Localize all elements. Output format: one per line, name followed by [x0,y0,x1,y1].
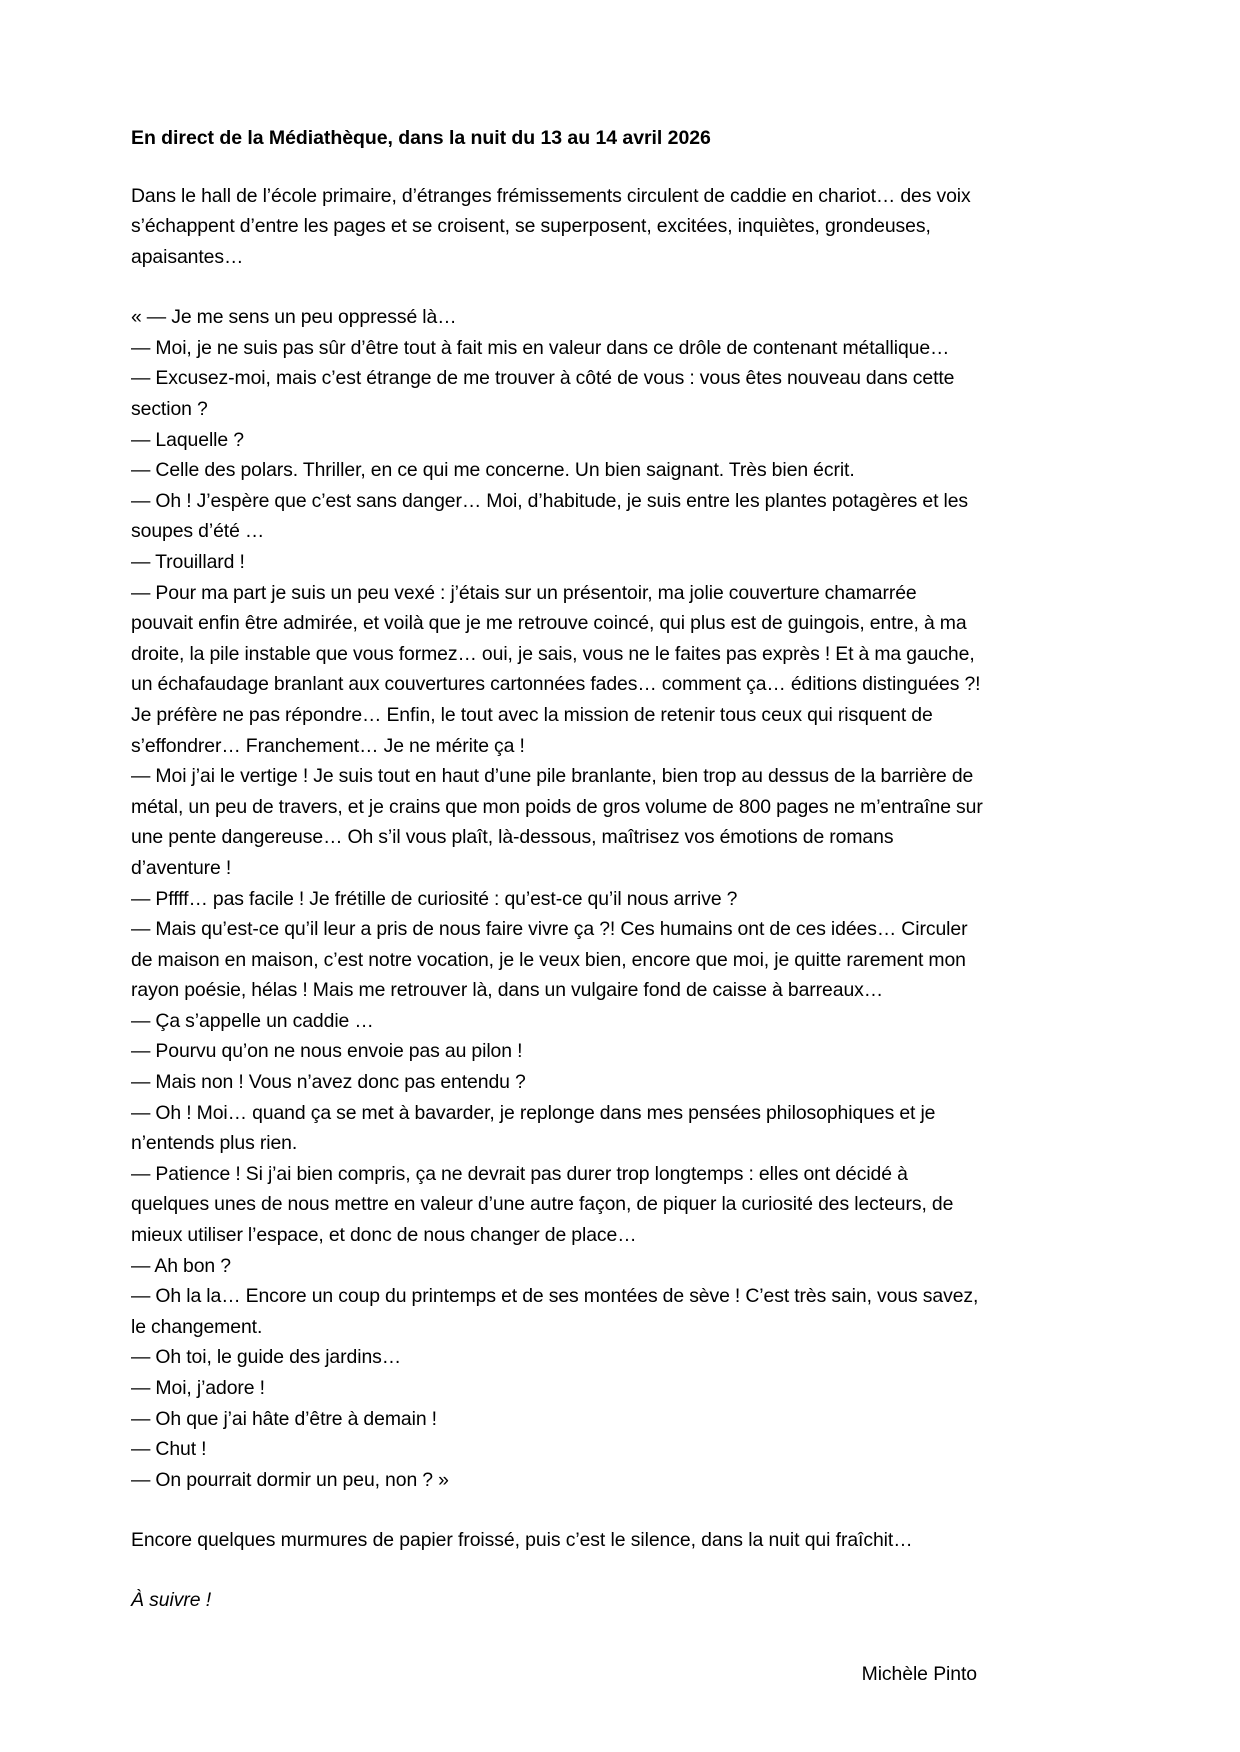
dialogue-line: — Oh ! Moi… quand ça se met à bavarder, je replonge dans mes pensées philosophiques et je n’entends plus rien. [131,1101,936,1155]
to-be-continued-note: À suivre ! [131,1588,212,1611]
paragraph-spacer-1 [131,272,983,302]
dialogue-line: — Oh la la… Encore un coup du printemps et de ses montées de sève ! C’est très sain, vous savez, le changement. [131,1285,979,1338]
dialogue-line: — Moi, j’adore ! [131,1377,265,1400]
dialogue-line: — Pffff… pas facile ! Je frétille de curiosité : qu’est-ce qu’il nous arrive ? [131,887,738,910]
dialogue-line: — Pour ma part je suis un peu vexé : j’étais sur un présentoir, ma jolie couverture chamarrée pouvait enfin être admirée, et voilà que je me retrouve coincé, qui plus est de guingois, entre, à ma droite, la pile instable que vous formez… oui, je sais, vous ne le faites pas exprès ! Et à ma gauche, un échafaudage branlant aux couvertures cartonnées fades… comment ça… éditions distinguées ?! Je préfère ne pas répondre… Enfin, le tout avec la mission de retenir tous ceux qui risquent de s’effondrer… Franchement… Je ne mérite ça ! [131,581,981,757]
dialogue-line: — Moi j’ai le vertige ! Je suis tout en haut d’une pile branlante, bien trop au dessus de la barrière de métal, un peu de travers, et je crains que mon poids de gros volume de 800 pages ne m’entraîne sur une pente dangereuse… Oh s’il vous plaît, là-dessous, maîtrisez vos émotions de romans d’aventure ! [131,765,983,879]
dialogue-line: — Ça s’appelle un caddie … [131,1009,374,1032]
title-spacer [131,152,983,181]
document-body [131,126,983,1690]
intro-paragraph: Dans le hall de l’école primaire, d’étranges frémissements circulent de caddie en chariot… des voix s’échappent d’entre les pages et se croisent, se superposent, excitées, inquiètes, grondeuses, apaisantes… [131,184,971,268]
closing-paragraph: Encore quelques murmures de papier froissé, puis c’est le silence, dans la nuit qui fraîchit… [131,1529,913,1552]
dialogue-line: — Trouillard ! [131,550,245,573]
dialogue-line: — Oh toi, le guide des jardins… [131,1346,402,1369]
dialogue-block [131,302,983,1495]
dialogue-line: — Pourvu qu’on ne nous envoie pas au pilon ! [131,1040,523,1063]
dialogue-line: — Chut ! [131,1438,207,1461]
dialogue-line: — Mais qu’est-ce qu’il leur a pris de nous faire vivre ça ?! Ces humains ont de ces idées… Circuler de maison en maison, c’est notre vocation, je le veux bien, encore que moi, je quitte rarement mon rayon poésie, hélas ! Mais me retrouver là, dans un vulgaire fond de caisse à barreaux… [131,918,968,1002]
dialogue-line: — Mais non ! Vous n’avez donc pas entendu ? [131,1071,526,1094]
page-title: En direct de la Médiathèque, dans la nuit du 13 au 14 avril 2026 [131,127,711,149]
paragraph-spacer-2 [131,1495,983,1525]
dialogue-line: — On pourrait dormir un peu, non ? » [131,1468,449,1491]
dialogue-line: « — Je me sens un peu oppressé là… [131,306,457,329]
dialogue-line: — Laquelle ? [131,428,244,451]
dialogue-line: — Patience ! Si j’ai bien compris, ça ne devrait pas durer trop longtemps : elles ont décidé à quelques unes de nous mettre en valeur d’une autre façon, de piquer la curiosité des lecteurs, de mieux utiliser l’espace, et donc de nous changer de place… [131,1162,954,1247]
dialogue-line: — Excusez-moi, mais c’est étrange de me trouver à côté de vous : vous êtes nouveau dans cette section ? [131,367,955,421]
dialogue-line: — Oh que j’ai hâte d’être à demain ! [131,1407,437,1430]
author-signature: Michèle Pinto [861,1663,977,1686]
paragraph-spacer-3 [131,1556,983,1585]
signature-block [131,1659,983,1690]
dialogue-line: — Celle des polars. Thriller, en ce qui me concerne. Un bien saignant. Très bien écrit. [131,459,855,482]
dialogue-line: — Ah bon ? [131,1254,231,1277]
dialogue-line: — Moi, je ne suis pas sûr d’être tout à fait mis en valeur dans ce drôle de contenant métallique… [131,336,950,359]
dialogue-line: — Oh ! J’espère que c’est sans danger… Moi, d’habitude, je suis entre les plantes potagères et les soupes d’été … [131,489,969,543]
